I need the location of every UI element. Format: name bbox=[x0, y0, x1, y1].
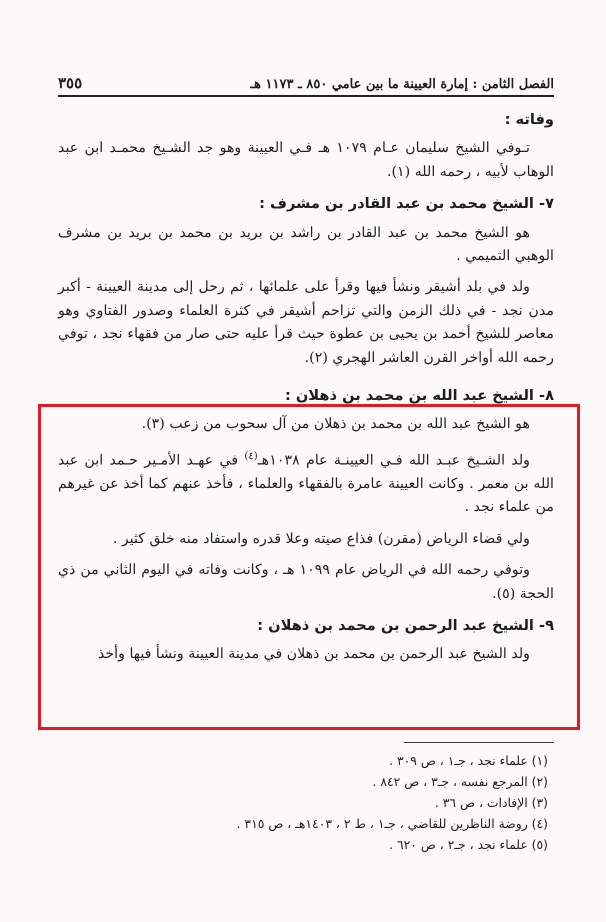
section-heading-7: ٧- الشيخ محمد بن عبد القادر بن مشرف : bbox=[259, 195, 554, 213]
footnote-5: (٥) علماء نجد ، جـ٢ ، ص ٦٢٠ . bbox=[389, 837, 548, 852]
page-body bbox=[58, 104, 554, 675]
chapter-title: الفصل الثامن : إمارة العيينة ما بين عامي ٨٥٠ ـ ١١٧٣ هـ bbox=[250, 77, 554, 92]
paragraph-s8-4: وتوفي رحمه الله في الرياض عام ١٠٩٩ هـ ، وكانت وفاته في اليوم الثاني من ذي الحجة (٥). bbox=[58, 562, 554, 602]
paragraph-death: تـوفي الشيخ سليمان عـام ١٠٧٩ هـ فـي العيينة وهو جد الشـيخ محمـد ابن عبد الوهاب لأبيه ، رحمه الله (١). bbox=[58, 140, 554, 180]
page-number: ٣٥٥ bbox=[58, 74, 83, 92]
page-header bbox=[58, 64, 554, 97]
footnote-3: (٣) الإفادات ، ص ٣٦ . bbox=[434, 795, 548, 810]
paragraph-s7-2: ولد في بلد أشيقر ونشأ فيها وقرأ على علمائها ، ثم رحل إلى مدينة العيينة - أكبر مدن نجد - في ذلك الزمن والتي تزاحم أشيقر في كثرة العلماء وصدور الفتاوي وهو معاصر للشيخ أحمد بن يحيى بن عطوة حيث قرأ عليه حتى صار من فقهاء نجد ، توفي رحمه الله أواخر القرن العاشر الهجري (٢). bbox=[58, 279, 554, 366]
footnote-divider bbox=[404, 742, 554, 743]
paragraph-s9-1: ولد الشيخ عبد الرحمن بن محمد بن ذهلان في مدينة العيينة ونشأ فيها وأخذ bbox=[97, 646, 530, 663]
footnote-1: (١) علماء نجد ، جـ١ ، ص ٣٠٩ . bbox=[389, 753, 548, 768]
paragraph-s8-3: ولي قضاء الرياض (مقرن) فذاع صيته وعلا قدره واستفاد منه خلق كثير . bbox=[112, 530, 530, 547]
footnote-4: (٤) روضة الناظرين للقاضي ، جـ١ ، ط ٢ ، ١٤٠٣هـ ، ص ٣١٥ . bbox=[236, 816, 548, 831]
paragraph-s8-2 bbox=[58, 445, 554, 520]
paragraph-s8-2-start: ولد الشـيخ عبـد الله فـي العيينـة عام ١٠٣٨هـ bbox=[257, 452, 530, 469]
section-heading-death: وفاته : bbox=[504, 111, 554, 128]
paragraph-s8-1: هو الشيخ عبد الله بن محمد بن ذهلان من آل سحوب من زعب (٣). bbox=[141, 416, 530, 433]
section-heading-8: ٨- الشيخ عبد الله بن محمد بن ذهلان : bbox=[284, 387, 554, 405]
footnotes bbox=[58, 750, 548, 855]
paragraph-s8-2-end: في عهـد الأمـير حـمد ابن عبد الله بن معمر . وكانت العيينة عامرة بالفقهاء والعلماء ، فأخذ عنهم كما أخذ عن غيرهم من علماء نجد . bbox=[58, 452, 554, 516]
footnote-ref-4[interactable]: (٤) bbox=[244, 450, 258, 462]
footnote-2: (٢) المرجع نفسه ، جـ٣ ، ص ٨٤٢ . bbox=[372, 774, 548, 789]
paragraph-s7-1: هو الشيخ محمد بن عبد القادر بن راشد بن بريد بن محمد بن بريد بن مشرف الوهبي التميمي . bbox=[58, 224, 554, 265]
section-heading-9: ٩- الشيخ عبد الرحمن بن محمد بن ذهلان : bbox=[257, 617, 554, 635]
